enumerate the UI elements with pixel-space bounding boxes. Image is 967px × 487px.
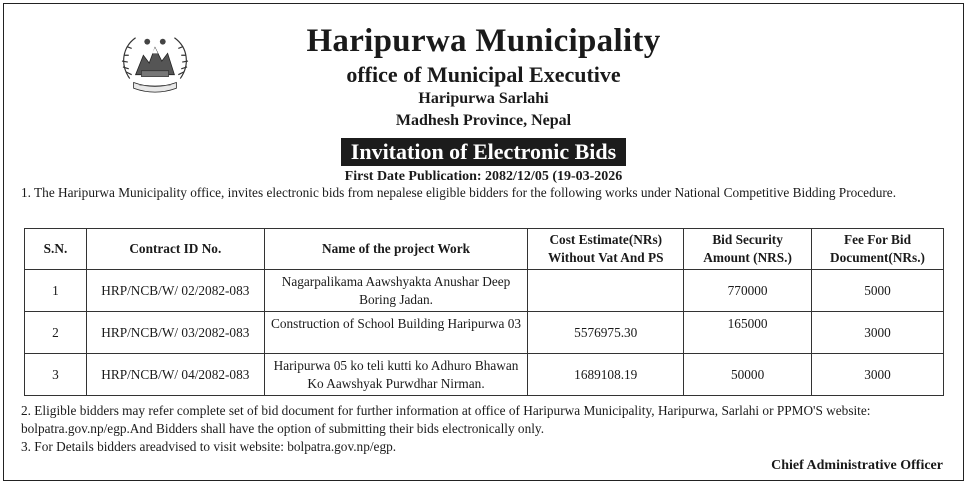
cell-cost: 1689108.19 — [528, 354, 684, 396]
cell-project: Nagarpalikama Aawshyakta Anushar Deep Boring Jadan. — [264, 270, 528, 312]
signatory-title: Chief Administrative Officer — [771, 458, 943, 473]
note-bid-document: 2. Eligible bidders may refer complete set of bid document for further information at office of Haripurwa Municipality, Haripurwa, Sarlahi or PPMO'S website: bolpatra.gov.np/egp.And Bidders shall have the option of submitting their bids electronically only. — [21, 403, 871, 436]
letterhead — [4, 22, 963, 187]
table-header-row — [25, 229, 944, 270]
cell-contract-id: HRP/NCB/W/ 02/2082-083 — [86, 270, 264, 312]
bids-table — [24, 228, 944, 396]
column-header-security: Bid Security Amount (NRS.) — [684, 229, 812, 270]
cell-security: 50000 — [684, 354, 812, 396]
cell-fee: 3000 — [812, 312, 944, 354]
office-subtitle: office of Municipal Executive — [346, 62, 621, 87]
province-line: Madhesh Province, Nepal — [395, 112, 572, 129]
cell-cost — [528, 270, 684, 312]
cell-sn: 2 — [25, 312, 87, 354]
column-header-contract-id: Contract ID No. — [86, 229, 264, 270]
column-header-sn: S.N. — [25, 229, 87, 270]
intro-paragraph: 1. The Haripurwa Municipality office, invites electronic bids from nepalese eligible bidders for the following works under National Competitive Bidding Procedure. — [21, 185, 897, 200]
municipality-title: Haripurwa Municipality — [306, 23, 661, 59]
table-row — [25, 354, 944, 396]
cell-fee: 3000 — [812, 354, 944, 396]
cell-cost: 5576975.30 — [528, 312, 684, 354]
notice-title-banner: Invitation of Electronic Bids — [341, 138, 626, 166]
cell-fee: 5000 — [812, 270, 944, 312]
column-header-project: Name of the project Work — [264, 229, 528, 270]
table-row — [25, 312, 944, 354]
table-row — [25, 270, 944, 312]
cell-sn: 3 — [25, 354, 87, 396]
cell-security: 770000 — [684, 270, 812, 312]
cell-contract-id: HRP/NCB/W/ 04/2082-083 — [86, 354, 264, 396]
cell-security: 165000 — [684, 312, 812, 354]
cell-contract-id: HRP/NCB/W/ 03/2082-083 — [86, 312, 264, 354]
note-website: 3. For Details bidders areadvised to visit website: bolpatra.gov.np/egp. — [21, 439, 397, 454]
cell-project: Construction of School Building Haripurwa 03 — [264, 312, 528, 354]
cell-project: Haripurwa 05 ko teli kutti ko Adhuro Bhawan Ko Aawshyak Purwdhar Nirman. — [264, 354, 528, 396]
cell-sn: 1 — [25, 270, 87, 312]
location-line: Haripurwa Sarlahi — [418, 90, 549, 107]
column-header-fee: Fee For Bid Document(NRs.) — [812, 229, 944, 270]
column-header-cost: Cost Estimate(NRs) Without Vat And PS — [528, 229, 684, 270]
publication-date: First Date Publication: 2082/12/05 (19-03-2026 — [344, 169, 623, 184]
notice-page — [3, 3, 964, 481]
